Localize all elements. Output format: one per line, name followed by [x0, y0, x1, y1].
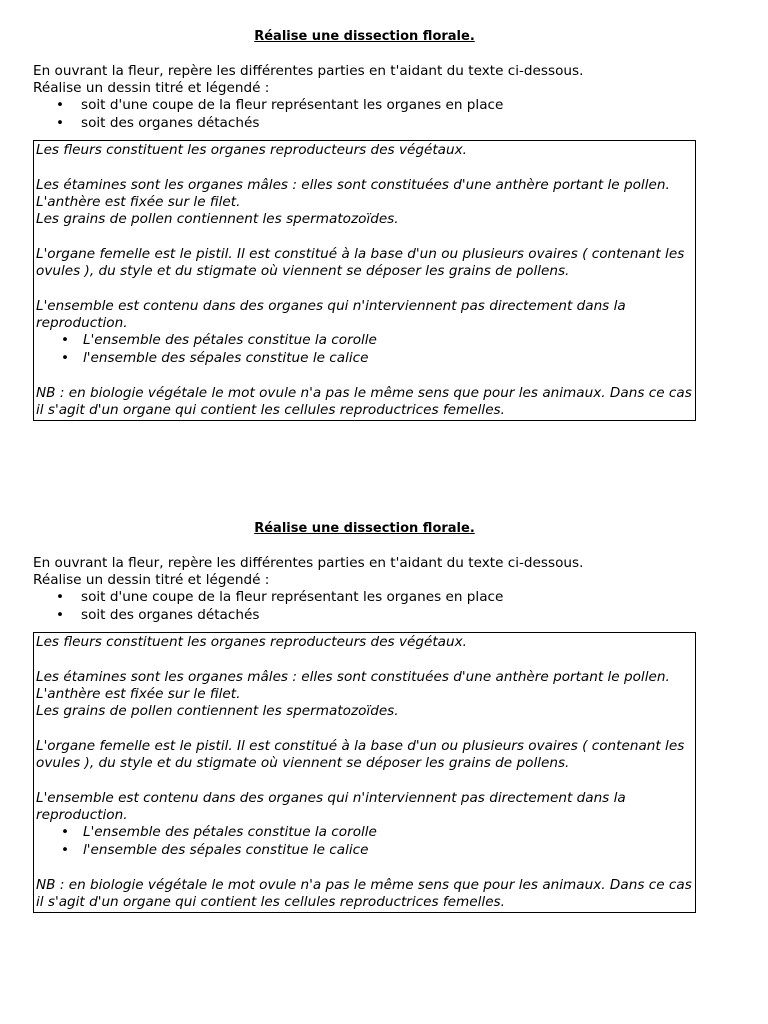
paragraph-spacer: [36, 859, 692, 876]
instructions: [33, 63, 696, 132]
box-paragraph: Les étamines sont les organes mâles : elles sont constituées d'une anthère portant le pollen. L'anthère est fixée sur le filet.: [36, 176, 670, 210]
drawing-option: • soit des organes détachés: [33, 115, 696, 133]
worksheet-2: [33, 520, 696, 913]
flower-parts-list: [36, 332, 692, 367]
drawing-option: • soit des organes détachés: [33, 607, 696, 625]
flower-parts-list: [36, 824, 692, 859]
drawing-options-list: [33, 97, 696, 132]
instruction-line: En ouvrant la fleur, repère les différentes parties en t'aidant du texte ci-dessous.: [33, 63, 584, 79]
drawing-options-list: [33, 589, 696, 624]
instructions: [33, 555, 696, 624]
box-paragraph: L'ensemble est contenu dans des organes qui n'interviennent pas directement dans la reproduction.: [36, 789, 626, 823]
paragraph-spacer: [36, 367, 692, 384]
paragraph-spacer: [36, 159, 692, 176]
worksheet-title: Réalise une dissection florale.: [254, 29, 475, 44]
paragraph-spacer: [36, 228, 692, 245]
paragraph-spacer: [36, 720, 692, 737]
box-paragraph: Les fleurs constituent les organes reproducteurs des végétaux.: [36, 634, 467, 650]
box-paragraph: L'organe femelle est le pistil. Il est constitué à la base d'un ou plusieurs ovaires ( contenant les ovules ), du style et du stigmate où viennent se déposer les grains de pollens.: [36, 737, 685, 772]
flower-part-item: • L'ensemble des pétales constitue la corolle: [36, 824, 692, 842]
drawing-option: • soit d'une coupe de la fleur représentant les organes en place: [33, 97, 696, 115]
instruction-line: En ouvrant la fleur, repère les différentes parties en t'aidant du texte ci-dessous.: [33, 555, 584, 571]
flower-part-item: • l'ensemble des sépales constitue le calice: [36, 350, 692, 368]
flower-part-item: • L'ensemble des pétales constitue la corolle: [36, 332, 692, 350]
box-paragraph: Les grains de pollen contiennent les spermatozoïdes.: [36, 703, 399, 720]
nb-note: NB : en biologie végétale le mot ovule n'a pas le même sens que pour les animaux. Dans ce cas il s'agit d'un organe qui contient les cellules reproductrices femelles.: [36, 384, 692, 418]
paragraph-spacer: [36, 772, 692, 789]
drawing-option: • soit d'une coupe de la fleur représentant les organes en place: [33, 589, 696, 607]
reference-text-box: [33, 632, 696, 913]
paragraph-spacer: [36, 651, 692, 668]
flower-part-item: • l'ensemble des sépales constitue le calice: [36, 842, 692, 860]
box-paragraph: Les fleurs constituent les organes reproducteurs des végétaux.: [36, 142, 467, 158]
box-paragraph: L'organe femelle est le pistil. Il est constitué à la base d'un ou plusieurs ovaires ( contenant les ovules ), du style et du stigmate où viennent se déposer les grains de pollens.: [36, 245, 685, 280]
paragraph-spacer: [36, 280, 692, 297]
instruction-line: Réalise un dessin titré et légendé :: [33, 80, 270, 96]
box-paragraph: Les grains de pollen contiennent les spermatozoïdes.: [36, 211, 399, 228]
reference-text-box: [33, 140, 696, 421]
worksheet-title: Réalise une dissection florale.: [254, 521, 475, 536]
box-paragraph: Les étamines sont les organes mâles : elles sont constituées d'une anthère portant le pollen. L'anthère est fixée sur le filet.: [36, 668, 670, 702]
worksheet-1: [33, 28, 696, 421]
box-paragraph: L'ensemble est contenu dans des organes qui n'interviennent pas directement dans la reproduction.: [36, 297, 626, 331]
instruction-line: Réalise un dessin titré et légendé :: [33, 572, 270, 588]
nb-note: NB : en biologie végétale le mot ovule n'a pas le même sens que pour les animaux. Dans ce cas il s'agit d'un organe qui contient les cellules reproductrices femelles.: [36, 876, 692, 910]
